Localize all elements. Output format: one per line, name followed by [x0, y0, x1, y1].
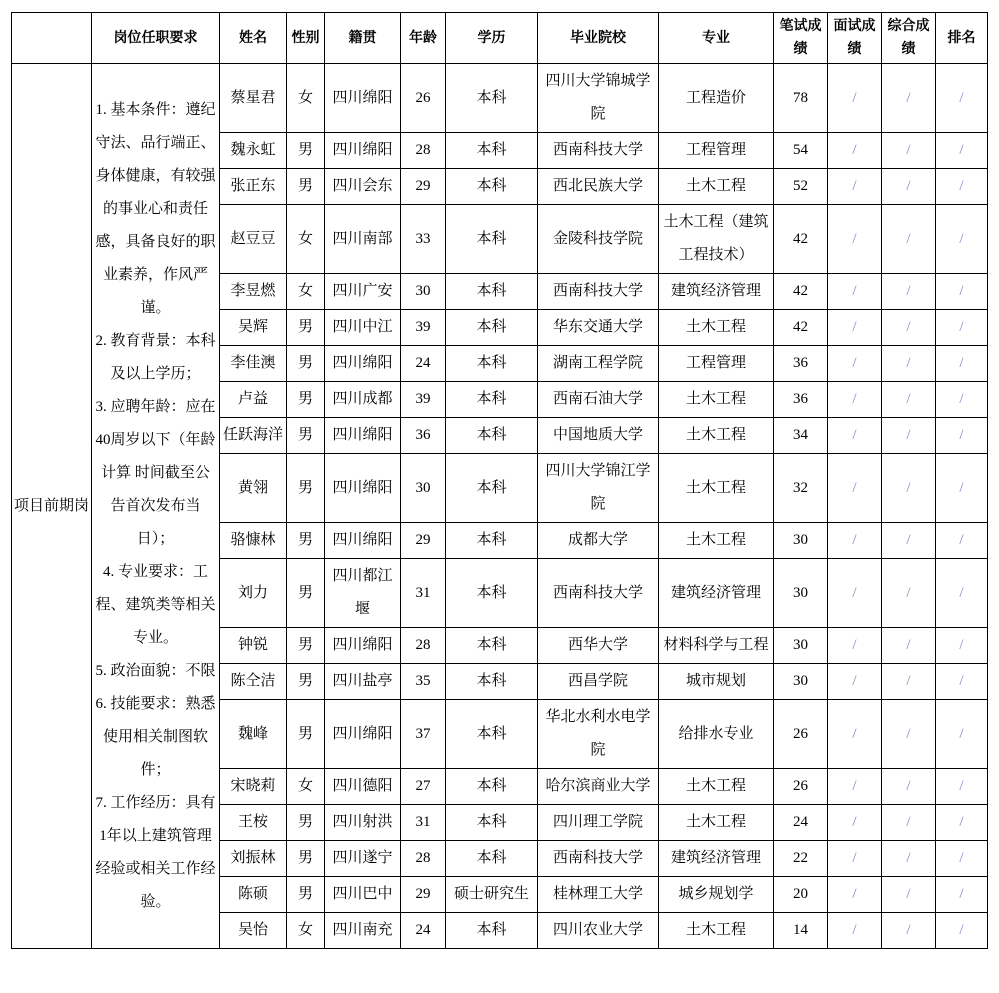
cell-written-score: 30	[774, 559, 828, 628]
cell-name: 宋晓莉	[220, 769, 287, 805]
cell-rank: /	[936, 523, 988, 559]
cell-comprehensive-score: /	[882, 169, 936, 205]
cell-age: 39	[401, 310, 446, 346]
cell-school: 西南科技大学	[538, 274, 659, 310]
cell-school: 四川大学锦城学院	[538, 64, 659, 133]
cell-written-score: 30	[774, 664, 828, 700]
cell-gender: 男	[287, 664, 325, 700]
cell-school: 湖南工程学院	[538, 346, 659, 382]
cell-major: 土木工程	[659, 382, 774, 418]
cell-age: 29	[401, 523, 446, 559]
header-major: 专业	[659, 13, 774, 64]
cell-education: 本科	[446, 523, 538, 559]
cell-comprehensive-score: /	[882, 310, 936, 346]
cell-written-score: 42	[774, 310, 828, 346]
cell-school: 西南科技大学	[538, 841, 659, 877]
cell-name: 骆慷林	[220, 523, 287, 559]
cell-rank: /	[936, 346, 988, 382]
cell-interview-score: /	[828, 205, 882, 274]
cell-comprehensive-score: /	[882, 913, 936, 949]
cell-native-place: 四川南充	[325, 913, 401, 949]
cell-interview-score: /	[828, 628, 882, 664]
cell-name: 卢益	[220, 382, 287, 418]
cell-age: 31	[401, 805, 446, 841]
cell-school: 华北水利水电学院	[538, 700, 659, 769]
cell-gender: 女	[287, 64, 325, 133]
cell-rank: /	[936, 64, 988, 133]
cell-major: 建筑经济管理	[659, 841, 774, 877]
cell-major: 建筑经济管理	[659, 274, 774, 310]
cell-rank: /	[936, 274, 988, 310]
cell-major: 土木工程	[659, 418, 774, 454]
cell-major: 城市规划	[659, 664, 774, 700]
table-row	[12, 64, 988, 133]
cell-education: 本科	[446, 628, 538, 664]
cell-name: 陈硕	[220, 877, 287, 913]
requirement-item: 3. 应聘年龄：应在40周岁以下（年龄计算 时间截至公告首次发布当日）；	[95, 398, 216, 547]
cell-name: 任跃海洋	[220, 418, 287, 454]
cell-school: 金陵科技学院	[538, 205, 659, 274]
cell-gender: 女	[287, 769, 325, 805]
cell-written-score: 30	[774, 523, 828, 559]
cell-comprehensive-score: /	[882, 346, 936, 382]
cell-school: 四川农业大学	[538, 913, 659, 949]
cell-major: 工程造价	[659, 64, 774, 133]
cell-comprehensive-score: /	[882, 64, 936, 133]
cell-rank: /	[936, 382, 988, 418]
cell-native-place: 四川绵阳	[325, 346, 401, 382]
cell-gender: 男	[287, 523, 325, 559]
cell-interview-score: /	[828, 841, 882, 877]
cell-education: 硕士研究生	[446, 877, 538, 913]
cell-native-place: 四川会东	[325, 169, 401, 205]
cell-native-place: 四川绵阳	[325, 133, 401, 169]
cell-school: 中国地质大学	[538, 418, 659, 454]
cell-native-place: 四川绵阳	[325, 523, 401, 559]
cell-name: 陈仝洁	[220, 664, 287, 700]
cell-comprehensive-score: /	[882, 418, 936, 454]
cell-age: 28	[401, 133, 446, 169]
cell-native-place: 四川绵阳	[325, 700, 401, 769]
requirement-item: 5. 政治面貌：不限	[95, 662, 216, 679]
header-native-place: 籍贯	[325, 13, 401, 64]
cell-name: 刘力	[220, 559, 287, 628]
cell-major: 城乡规划学	[659, 877, 774, 913]
cell-rank: /	[936, 664, 988, 700]
cell-comprehensive-score: /	[882, 133, 936, 169]
cell-gender: 男	[287, 805, 325, 841]
header-name: 姓名	[220, 13, 287, 64]
cell-comprehensive-score: /	[882, 877, 936, 913]
cell-education: 本科	[446, 913, 538, 949]
cell-gender: 男	[287, 310, 325, 346]
cell-interview-score: /	[828, 454, 882, 523]
cell-major: 工程管理	[659, 346, 774, 382]
cell-school: 桂林理工大学	[538, 877, 659, 913]
cell-written-score: 20	[774, 877, 828, 913]
cell-gender: 男	[287, 700, 325, 769]
cell-name: 魏峰	[220, 700, 287, 769]
cell-comprehensive-score: /	[882, 841, 936, 877]
cell-written-score: 26	[774, 769, 828, 805]
cell-interview-score: /	[828, 664, 882, 700]
cell-rank: /	[936, 454, 988, 523]
cell-written-score: 52	[774, 169, 828, 205]
cell-school: 成都大学	[538, 523, 659, 559]
cell-interview-score: /	[828, 700, 882, 769]
cell-major: 工程管理	[659, 133, 774, 169]
cell-rank: /	[936, 877, 988, 913]
cell-rank: /	[936, 169, 988, 205]
cell-education: 本科	[446, 346, 538, 382]
cell-interview-score: /	[828, 274, 882, 310]
cell-major: 给排水专业	[659, 700, 774, 769]
cell-comprehensive-score: /	[882, 454, 936, 523]
cell-native-place: 四川都江堰	[325, 559, 401, 628]
cell-education: 本科	[446, 169, 538, 205]
cell-age: 24	[401, 346, 446, 382]
requirement-item: 2. 教育背景：本科及以上学历；	[95, 332, 216, 382]
cell-school: 哈尔滨商业大学	[538, 769, 659, 805]
cell-age: 39	[401, 382, 446, 418]
cell-gender: 女	[287, 274, 325, 310]
requirement-item: 1. 基本条件：遵纪守法、品行端正、身体健康，有较强的事业心和责任感，具备良好的职业素养，作风严谨。	[95, 101, 216, 316]
cell-written-score: 36	[774, 382, 828, 418]
cell-education: 本科	[446, 382, 538, 418]
requirement-item: 7. 工作经历：具有1年以上建筑管理经验或相关工作经验。	[95, 794, 216, 910]
cell-rank: /	[936, 805, 988, 841]
cell-gender: 男	[287, 877, 325, 913]
requirements-cell	[92, 64, 220, 949]
header-gender: 性别	[287, 13, 325, 64]
cell-major: 土木工程	[659, 913, 774, 949]
cell-gender: 女	[287, 205, 325, 274]
cell-school: 西南科技大学	[538, 559, 659, 628]
cell-name: 李佳澳	[220, 346, 287, 382]
cell-age: 30	[401, 274, 446, 310]
cell-rank: /	[936, 133, 988, 169]
position-label-cell: 项目前期岗	[12, 64, 92, 949]
cell-school: 西北民族大学	[538, 169, 659, 205]
cell-education: 本科	[446, 64, 538, 133]
header-interview-score: 面试成绩	[828, 13, 882, 64]
header-written-score: 笔试成绩	[774, 13, 828, 64]
requirement-item: 4. 专业要求：工程、建筑类等相关专业。	[95, 563, 216, 646]
cell-major: 土木工程	[659, 310, 774, 346]
cell-comprehensive-score: /	[882, 559, 936, 628]
cell-native-place: 四川绵阳	[325, 64, 401, 133]
cell-interview-score: /	[828, 382, 882, 418]
cell-education: 本科	[446, 454, 538, 523]
cell-written-score: 30	[774, 628, 828, 664]
cell-name: 刘振林	[220, 841, 287, 877]
cell-interview-score: /	[828, 913, 882, 949]
cell-school: 西昌学院	[538, 664, 659, 700]
cell-interview-score: /	[828, 133, 882, 169]
cell-gender: 男	[287, 628, 325, 664]
cell-age: 37	[401, 700, 446, 769]
cell-native-place: 四川德阳	[325, 769, 401, 805]
cell-education: 本科	[446, 133, 538, 169]
cell-written-score: 36	[774, 346, 828, 382]
cell-major: 土木工程	[659, 454, 774, 523]
cell-gender: 男	[287, 382, 325, 418]
cell-gender: 男	[287, 418, 325, 454]
cell-education: 本科	[446, 841, 538, 877]
cell-interview-score: /	[828, 877, 882, 913]
candidate-rows	[12, 64, 988, 949]
cell-gender: 女	[287, 913, 325, 949]
cell-written-score: 24	[774, 805, 828, 841]
cell-written-score: 42	[774, 274, 828, 310]
header-education: 学历	[446, 13, 538, 64]
cell-rank: /	[936, 769, 988, 805]
cell-age: 31	[401, 559, 446, 628]
cell-age: 27	[401, 769, 446, 805]
cell-comprehensive-score: /	[882, 805, 936, 841]
cell-name: 李昱燃	[220, 274, 287, 310]
cell-gender: 男	[287, 559, 325, 628]
cell-comprehensive-score: /	[882, 523, 936, 559]
cell-name: 吴怡	[220, 913, 287, 949]
corner-cell	[12, 13, 92, 64]
cell-name: 黄翎	[220, 454, 287, 523]
cell-major: 土木工程	[659, 805, 774, 841]
cell-rank: /	[936, 205, 988, 274]
cell-name: 吴辉	[220, 310, 287, 346]
cell-rank: /	[936, 559, 988, 628]
cell-education: 本科	[446, 274, 538, 310]
cell-comprehensive-score: /	[882, 664, 936, 700]
header-requirements: 岗位任职要求	[92, 13, 220, 64]
cell-age: 26	[401, 64, 446, 133]
cell-rank: /	[936, 913, 988, 949]
cell-rank: /	[936, 700, 988, 769]
cell-education: 本科	[446, 664, 538, 700]
cell-age: 33	[401, 205, 446, 274]
cell-gender: 男	[287, 841, 325, 877]
cell-age: 36	[401, 418, 446, 454]
cell-comprehensive-score: /	[882, 382, 936, 418]
cell-rank: /	[936, 310, 988, 346]
cell-education: 本科	[446, 310, 538, 346]
cell-age: 35	[401, 664, 446, 700]
cell-education: 本科	[446, 559, 538, 628]
cell-native-place: 四川巴中	[325, 877, 401, 913]
cell-interview-score: /	[828, 346, 882, 382]
cell-comprehensive-score: /	[882, 700, 936, 769]
cell-interview-score: /	[828, 559, 882, 628]
cell-native-place: 四川绵阳	[325, 418, 401, 454]
requirement-item: 6. 技能要求：熟悉使用相关制图软件；	[95, 695, 216, 778]
cell-school: 西华大学	[538, 628, 659, 664]
cell-gender: 男	[287, 169, 325, 205]
cell-name: 张正东	[220, 169, 287, 205]
cell-written-score: 32	[774, 454, 828, 523]
cell-education: 本科	[446, 805, 538, 841]
cell-comprehensive-score: /	[882, 769, 936, 805]
cell-native-place: 四川广安	[325, 274, 401, 310]
cell-rank: /	[936, 628, 988, 664]
cell-comprehensive-score: /	[882, 628, 936, 664]
cell-written-score: 34	[774, 418, 828, 454]
cell-major: 土木工程（建筑工程技术）	[659, 205, 774, 274]
cell-interview-score: /	[828, 64, 882, 133]
cell-major: 土木工程	[659, 769, 774, 805]
cell-gender: 男	[287, 454, 325, 523]
cell-native-place: 四川中江	[325, 310, 401, 346]
cell-interview-score: /	[828, 769, 882, 805]
cell-school: 西南石油大学	[538, 382, 659, 418]
cell-written-score: 22	[774, 841, 828, 877]
cell-education: 本科	[446, 769, 538, 805]
cell-age: 29	[401, 169, 446, 205]
cell-major: 建筑经济管理	[659, 559, 774, 628]
cell-major: 土木工程	[659, 523, 774, 559]
header-comprehensive-score: 综合成绩	[882, 13, 936, 64]
cell-interview-score: /	[828, 310, 882, 346]
cell-rank: /	[936, 418, 988, 454]
cell-school: 西南科技大学	[538, 133, 659, 169]
cell-name: 蔡星君	[220, 64, 287, 133]
cell-native-place: 四川南部	[325, 205, 401, 274]
cell-written-score: 26	[774, 700, 828, 769]
cell-interview-score: /	[828, 418, 882, 454]
cell-gender: 男	[287, 133, 325, 169]
cell-native-place: 四川射洪	[325, 805, 401, 841]
cell-written-score: 14	[774, 913, 828, 949]
cell-interview-score: /	[828, 523, 882, 559]
candidate-roster-table	[11, 12, 988, 949]
header-rank: 排名	[936, 13, 988, 64]
cell-written-score: 54	[774, 133, 828, 169]
cell-education: 本科	[446, 418, 538, 454]
cell-comprehensive-score: /	[882, 274, 936, 310]
cell-name: 魏永虹	[220, 133, 287, 169]
cell-native-place: 四川绵阳	[325, 454, 401, 523]
cell-age: 28	[401, 841, 446, 877]
cell-rank: /	[936, 841, 988, 877]
cell-age: 29	[401, 877, 446, 913]
header-school: 毕业院校	[538, 13, 659, 64]
cell-gender: 男	[287, 346, 325, 382]
cell-age: 30	[401, 454, 446, 523]
cell-age: 24	[401, 913, 446, 949]
cell-written-score: 42	[774, 205, 828, 274]
cell-major: 土木工程	[659, 169, 774, 205]
cell-comprehensive-score: /	[882, 205, 936, 274]
header-age: 年龄	[401, 13, 446, 64]
cell-school: 四川大学锦江学院	[538, 454, 659, 523]
cell-major: 材料科学与工程	[659, 628, 774, 664]
header-row	[12, 13, 988, 64]
cell-native-place: 四川盐亭	[325, 664, 401, 700]
cell-interview-score: /	[828, 805, 882, 841]
cell-school: 华东交通大学	[538, 310, 659, 346]
cell-education: 本科	[446, 205, 538, 274]
cell-written-score: 78	[774, 64, 828, 133]
cell-native-place: 四川遂宁	[325, 841, 401, 877]
cell-name: 钟锐	[220, 628, 287, 664]
cell-school: 四川理工学院	[538, 805, 659, 841]
cell-native-place: 四川成都	[325, 382, 401, 418]
cell-name: 赵豆豆	[220, 205, 287, 274]
cell-interview-score: /	[828, 169, 882, 205]
cell-education: 本科	[446, 700, 538, 769]
cell-native-place: 四川绵阳	[325, 628, 401, 664]
cell-age: 28	[401, 628, 446, 664]
cell-name: 王桉	[220, 805, 287, 841]
